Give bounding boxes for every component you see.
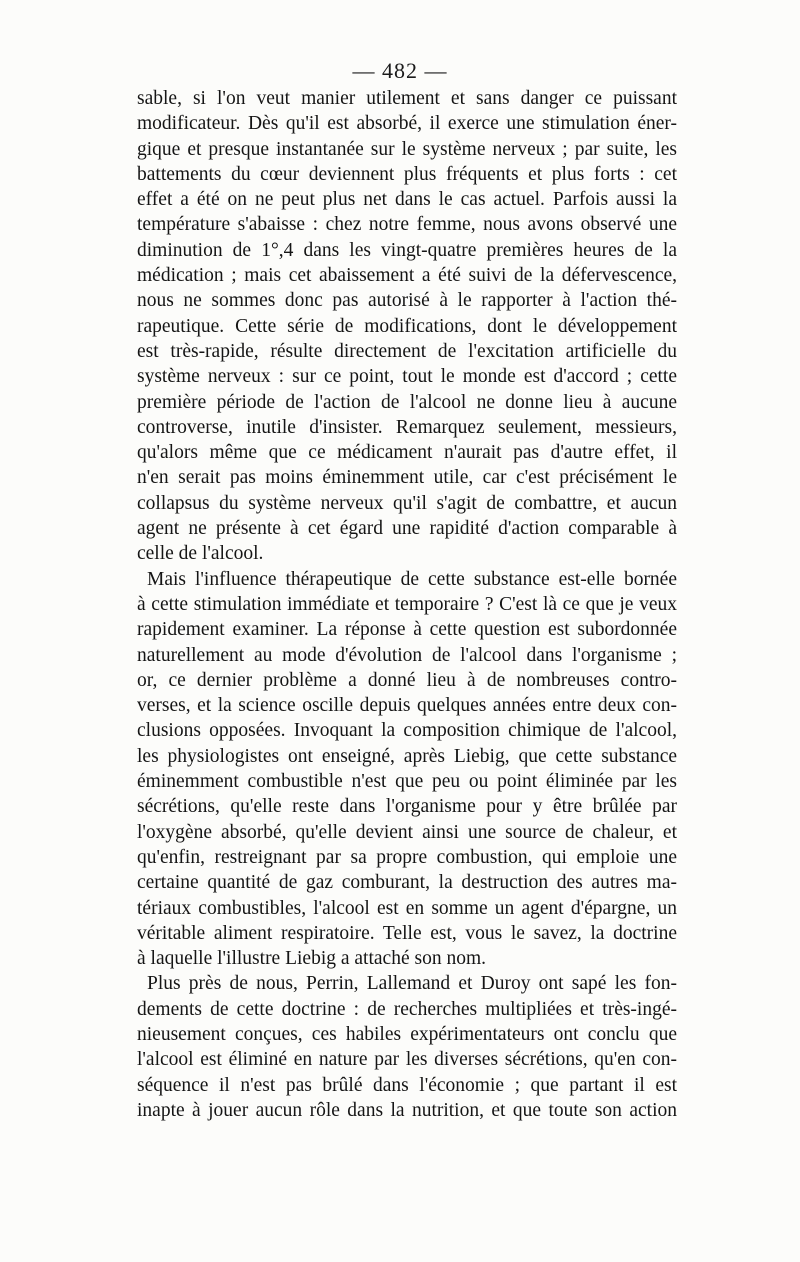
text-line: nous ne sommes donc pas autorisé à le rapporter à l'action thé- <box>137 290 677 312</box>
text-line: controverse, inutile d'insister. Remarquez seulement, messieurs, <box>137 416 677 438</box>
page-number: — 482 — <box>352 58 448 83</box>
text-line: gique et presque instantanée sur le système nerveux ; par suite, les <box>137 138 677 160</box>
text-line: Mais l'influence thérapeutique de cette substance est-elle bornée <box>147 568 677 590</box>
text-line: les physiologistes ont enseigné, après Liebig, que cette substance <box>137 745 677 767</box>
text-line: qu'enfin, restreignant par sa propre combustion, qui emploie une <box>137 846 677 868</box>
text-line: n'en serait pas moins éminemment utile, car c'est précisément le <box>137 467 677 489</box>
text-line: est très-rapide, résulte directement de l'excitation artificielle du <box>137 340 677 362</box>
text-line: diminution de 1°,4 dans les vingt-quatre premières heures de la <box>137 239 677 261</box>
text-line: système nerveux : sur ce point, tout le monde est d'accord ; cette <box>137 366 677 388</box>
text-line: véritable aliment respiratoire. Telle est, vous le savez, la doctrine <box>137 922 677 944</box>
text-line: rapidement examiner. La réponse à cette question est subordonnée <box>137 619 677 641</box>
text-line: sécrétions, qu'elle reste dans l'organisme pour y être brûlée par <box>137 796 677 818</box>
text-line: certaine quantité de gaz comburant, la destruction des autres ma- <box>137 872 677 894</box>
text-line: sable, si l'on veut manier utilement et sans danger ce puissant <box>137 88 677 109</box>
text-line: effet a été on ne peut plus net dans le cas actuel. Parfois aussi la <box>137 189 677 211</box>
text-line: à laquelle l'illustre Liebig a attaché son nom. <box>137 948 486 970</box>
text-line: verses, et la science oscille depuis quelques années entre deux con- <box>137 695 677 717</box>
text-line: première période de l'action de l'alcool ne donne lieu à aucune <box>137 391 677 413</box>
text-line: inapte à jouer aucun rôle dans la nutrition, et que toute son action <box>137 1099 677 1121</box>
text-line: modificateur. Dès qu'il est absorbé, il exerce une stimulation éner- <box>137 113 677 135</box>
text-line: naturellement au mode d'évolution de l'alcool dans l'organisme ; <box>137 644 677 666</box>
text-line: l'oxygène absorbé, qu'elle devient ainsi une source de chaleur, et <box>137 821 677 843</box>
text-line: Plus près de nous, Perrin, Lallemand et Duroy ont sapé les fon- <box>147 973 677 995</box>
text-line: séquence il n'est pas brûlé dans l'économie ; que partant il est <box>137 1074 677 1096</box>
text-line: température s'abaisse : chez notre femme, nous avons observé une <box>137 214 677 236</box>
text-line: collapsus du système nerveux qu'il s'agit de combattre, et aucun <box>137 492 677 514</box>
text-line: celle de l'alcool. <box>137 543 264 565</box>
text-line: tériaux combustibles, l'alcool est en somme un agent d'épargne, un <box>137 897 677 919</box>
text-line: qu'alors même que ce médicament n'aurait pas d'autre effet, il <box>137 442 677 464</box>
text-line: rapeutique. Cette série de modifications, dont le développement <box>137 315 677 337</box>
text-line: l'alcool est éliminé en nature par les diverses sécrétions, qu'en con- <box>137 1049 677 1071</box>
text-line: battements du cœur deviennent plus fréquents et plus forts : cet <box>137 163 677 185</box>
text-line: agent ne présente à cet égard une rapidité d'action comparable à <box>137 518 677 540</box>
text-line: à cette stimulation immédiate et temporaire ? C'est là ce que je veux <box>137 593 677 615</box>
body-text <box>137 86 677 1123</box>
text-line: dements de cette doctrine : de recherches multipliées et très-ingé- <box>137 998 677 1020</box>
text-line: clusions opposées. Invoquant la composition chimique de l'alcool, <box>137 720 677 742</box>
text-line: médication ; mais cet abaissement a été suivi de la défervescence, <box>137 265 677 287</box>
text-line: or, ce dernier problème a donné lieu à de nombreuses contro- <box>137 669 677 691</box>
text-line: éminemment combustible n'est que peu ou point éliminée par les <box>137 771 677 793</box>
text-line: nieusement conçues, ces habiles expérimentateurs ont conclu que <box>137 1023 677 1045</box>
